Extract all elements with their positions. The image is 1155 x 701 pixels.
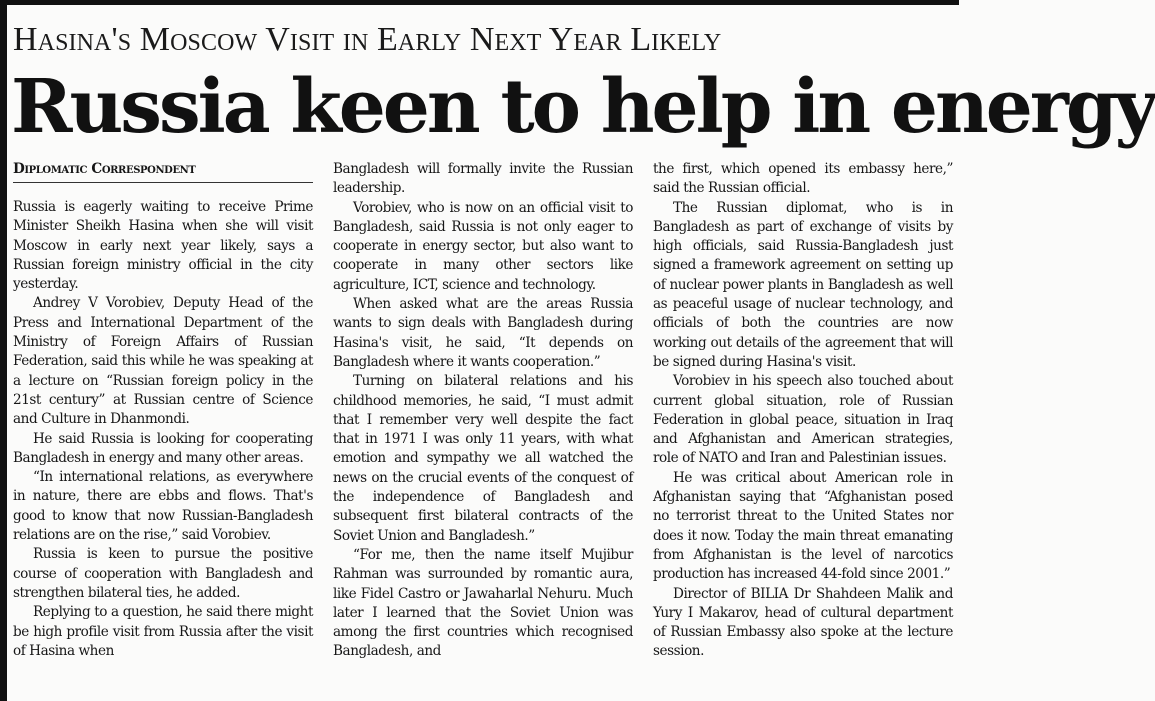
paragraph: Andrey V Vorobiev, Deputy Head of the Press and International Department of the Ministry of Foreign Affairs of Russian Federation, said this while he was speaking at a lecture on “Russian foreign policy in the 21st century” at Russian centre of Science and Culture in Dhanmondi. <box>13 295 313 428</box>
paragraph: He was critical about American role in Afghanistan saying that “Afghanistan posed no terrorist threat to the United States nor does it now. Today the main threat emanating from Afghanistan is the level of narcotics production has increased 44-fold since 2001.” <box>653 469 953 583</box>
paragraph: the first, which opened its embassy here,” said the Russian official. <box>653 161 953 197</box>
paragraph: Replying to a question, he said there might be high profile visit from Russia after the visit of Hasina when <box>13 604 313 659</box>
kicker-headline: Hasina's Moscow Visit in Early Next Year Likely <box>13 21 722 58</box>
top-border-rule <box>0 0 959 5</box>
paragraph: Bangladesh will formally invite the Russian leadership. <box>333 161 633 197</box>
article-column-1 <box>13 160 313 661</box>
paragraph: Vorobiev in his speech also touched about current global situation, role of Russian Federation in global peace, situation in Iraq and Afghanistan and American strategies, role of NATO and Iran and Palestinian issues. <box>653 373 953 467</box>
paragraph: “For me, then the name itself Mujibur Rahman was surrounded by romantic aura, like Fidel Castro or Jawaharlal Nehuru. Much later I learned that the Soviet Union was among the first countries which recognised Bangladesh, and <box>333 546 633 660</box>
article-column-3 <box>653 160 953 662</box>
paragraph: Turning on bilateral relations and his childhood memories, he said, “I must admit that I remember very well despite the fact that in 1971 I was only 11 years, with what emotion and sympathy we all watched the news on the crucial events of the conquest of the independence of Bangladesh and subsequent first bilateral contracts of the Soviet Union and Bangladesh.” <box>333 373 633 544</box>
paragraph: He said Russia is looking for cooperating Bangladesh in energy and many other areas. <box>13 430 313 466</box>
article-column-2 <box>333 160 633 662</box>
paragraph: Director of BILIA Dr Shahdeen Malik and Yury I Makarov, head of cultural department of Russian Embassy also spoke at the lecture session. <box>653 585 953 660</box>
byline: Diplomatic Correspondent <box>13 160 313 183</box>
main-headline: Russia keen to help in energy <box>11 64 1155 150</box>
paragraph: The Russian diplomat, who is in Bangladesh as part of exchange of visits by high officials, said Russia-Bangladesh just signed a framework agreement on setting up of nuclear power plants in Bangladesh as well as peaceful usage of nuclear technology, and officials of both the countries are now working out details of the agreement that will be signed during Hasina's visit. <box>653 199 953 370</box>
paragraph: Russia is keen to pursue the positive course of cooperation with Bangladesh and strengthen bilateral ties, he added. <box>13 546 313 601</box>
left-border-rule <box>0 0 7 701</box>
paragraph: “In international relations, as everywhere in nature, there are ebbs and flows. That's good to know that now Russian-Bangladesh relations are on the rise,” said Vorobiev. <box>13 469 313 544</box>
paragraph: When asked what are the areas Russia wants to sign deals with Bangladesh during Hasina's visit, he said, “It depends on Bangladesh where it wants cooperation.” <box>333 296 633 370</box>
paragraph: Russia is eagerly waiting to receive Prime Minister Sheikh Hasina when she will visit Moscow in early next year likely, says a Russian foreign ministry official in the city yesterday. <box>13 199 313 293</box>
paragraph: Vorobiev, who is now on an official visit to Bangladesh, said Russia is not only eager to cooperate in energy sector, but also want to cooperate in many other sectors like agriculture, ICT, science and technology. <box>333 199 633 293</box>
